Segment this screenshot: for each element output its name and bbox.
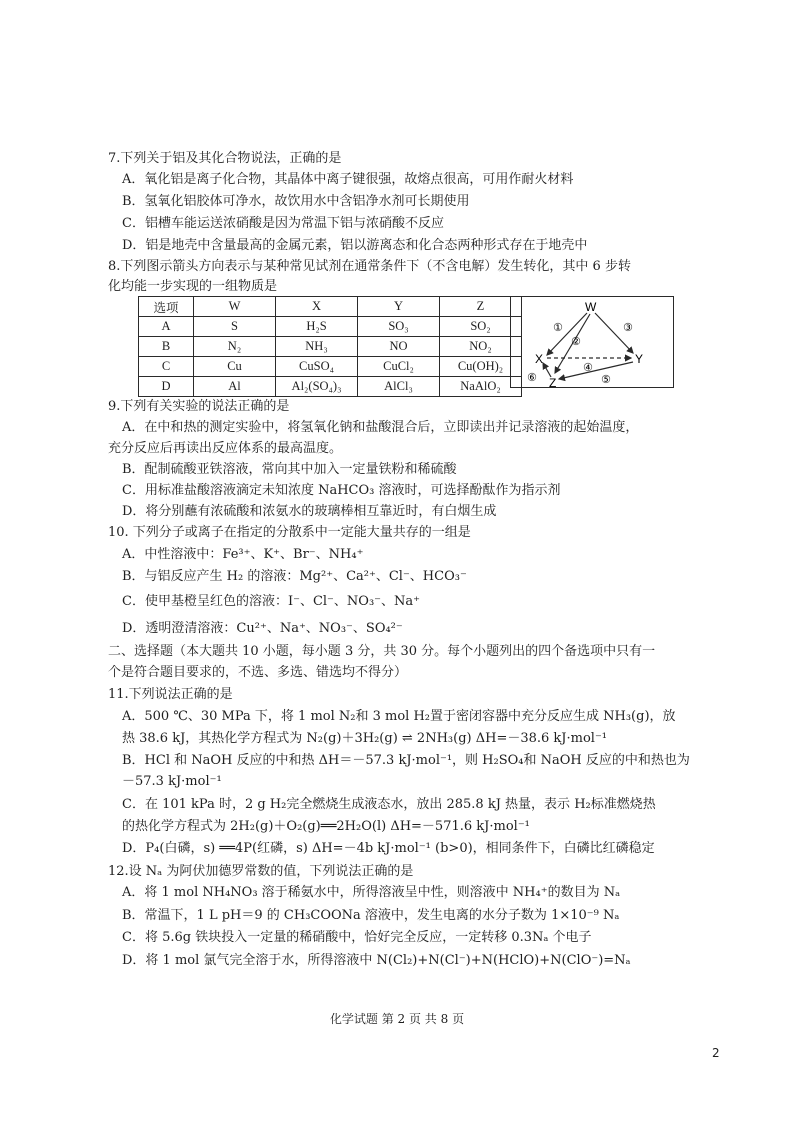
q10-option-c: C．使甲基橙呈红色的溶液：I⁻、Cl⁻、NO₃⁻、Na⁺ (122, 594, 421, 609)
q9-option-a-line1: A．在中和热的测定实验中，将氢氧化钠和盐酸混合后，立即读出并记录溶液的起始温度， (122, 420, 639, 435)
table-header-cell: Y (358, 297, 440, 317)
table-cell: SO₃ (358, 317, 440, 337)
table-cell: NH₃ (276, 337, 358, 357)
step-label-2: ② (571, 335, 581, 348)
q7-option-b: B．氢氧化铝胶体可净水，故饮用水中含铝净水剂可长期使用 (122, 194, 470, 209)
q10-option-a: A．中性溶液中：Fe³⁺、K⁺、Br⁻、NH₄⁺ (122, 547, 364, 562)
q8-table (138, 296, 522, 397)
q10-option-b: B．与铝反应产生 H₂ 的溶液：Mg²⁺、Ca²⁺、Cl⁻、HCO₃⁻ (122, 569, 467, 584)
arrow-w-x (547, 313, 587, 355)
table-cell: Cu (194, 357, 276, 377)
table-cell: SO₂ (440, 317, 522, 337)
step-label-5: ⑤ (601, 373, 611, 386)
table-cell: Cu(OH)₂ (440, 357, 522, 377)
table-cell: AlCl₃ (358, 377, 440, 397)
table-header-cell: W (194, 297, 276, 317)
conversion-arrows (511, 297, 675, 389)
arrow-y-z (559, 362, 633, 379)
table-cell: Al (194, 377, 276, 397)
q11-option-c-line2: 的热化学方程式为 2H₂(g)＋O₂(g)══2H₂O(l) ΔH=－571.6 kJ·mol⁻¹ (122, 819, 530, 834)
step-label-3: ③ (623, 321, 633, 334)
q7-stem: 7.下列关于铝及其化合物说法，正确的是 (108, 151, 342, 166)
table-cell: D (139, 377, 194, 397)
q8-conversion-diagram (510, 296, 674, 388)
q8-stem-line2: 化均能一步实现的一组物质是 (108, 279, 278, 294)
q9-stem: 9.下列有关实验的说法正确的是 (108, 399, 290, 414)
page-number: 2 (712, 1046, 720, 1060)
step-label-1: ① (553, 321, 563, 334)
q11-stem: 11.下列说法正确的是 (108, 687, 233, 702)
q12-option-d: D．将 1 mol 氯气完全溶于水，所得溶液中 N(Cl₂)+N(Cl⁻)+N(HClO)+N(ClO⁻)=Nₐ (122, 953, 631, 968)
table-cell: A (139, 317, 194, 337)
table-cell: CuCl₂ (358, 357, 440, 377)
table-cell: H₂S (276, 317, 358, 337)
q10-stem: 10. 下列分子或离子在指定的分散系中一定能大量共存的一组是 (108, 525, 471, 540)
table-row (139, 337, 522, 357)
section-heading-line2: 个是符合题目要求的，不选、多选、错选均不得分） (108, 665, 408, 680)
table-cell: S (194, 317, 276, 337)
q11-option-b-line2: －57.3 kJ·mol⁻¹ (122, 774, 222, 789)
q7-option-a: A．氧化铝是离子化合物，其晶体中离子键很强，故熔点很高，可用作耐火材料 (122, 172, 574, 187)
q9-option-d: D．将分别蘸有浓硫酸和浓氨水的玻璃棒相互靠近时，有白烟生成 (122, 504, 497, 519)
q12-stem: 12.设 Nₐ 为阿伏加德罗常数的值，下列说法正确的是 (108, 864, 414, 879)
q7-option-c: C．铝槽车能运送浓硝酸是因为常温下铝与浓硝酸不反应 (122, 216, 444, 231)
q9-option-b: B．配制硫酸亚铁溶液，常向其中加入一定量铁粉和稀硫酸 (122, 462, 457, 477)
table-cell: C (139, 357, 194, 377)
q10-option-d: D．透明澄清溶液：Cu²⁺、Na⁺、NO₃⁻、SO₄²⁻ (122, 621, 403, 636)
table-cell: N₂ (194, 337, 276, 357)
table-row (139, 377, 522, 397)
table-row (139, 317, 522, 337)
table-cell: NO₂ (440, 337, 522, 357)
q7-option-d: D．铝是地壳中含量最高的金属元素，铝以游离态和化合态两种形式存在于地壳中 (122, 238, 588, 253)
table-header-cell: 选项 (139, 297, 194, 317)
arrow-z-x (543, 363, 551, 377)
node-x: X (535, 352, 544, 366)
table-cell: Al₂(SO₄)₃ (276, 377, 358, 397)
table-cell: NaAlO₂ (440, 377, 522, 397)
step-label-6: ⑥ (527, 371, 537, 384)
page-footer: 化学试题 第 2 页 共 8 页 (329, 1012, 465, 1026)
q9-option-a-line2: 充分反应后再读出反应体系的最高温度。 (108, 441, 343, 456)
q11-option-a-line1: A．500 ℃、30 MPa 下，将 1 mol N₂和 3 mol H₂置于密闭容器中充分反应生成 NH₃(g)，放 (122, 709, 676, 724)
table-header-row (139, 297, 522, 317)
table-cell: NO (358, 337, 440, 357)
table-cell: B (139, 337, 194, 357)
q11-option-c-line1: C．在 101 kPa 时，2 g H₂完全燃烧生成液态水，放出 285.8 kJ 热量，表示 H₂标准燃烧热 (122, 797, 656, 812)
q11-option-b-line1: B．HCl 和 NaOH 反应的中和热 ΔH＝－57.3 kJ·mol⁻¹，则 H₂SO₄和 NaOH 反应的中和热也为 (122, 753, 690, 768)
node-w: W (585, 300, 597, 314)
table-header-cell: X (276, 297, 358, 317)
q12-option-b: B．常温下，1 L pH＝9 的 CH₃COONa 溶液中，发生电离的水分子数为 1×10⁻⁹ Nₐ (122, 908, 620, 923)
q11-option-a-line2: 热 38.6 kJ，其热化学方程式为 N₂(g)＋3H₂(g) ⇌ 2NH₃(g) ΔH=－38.6 kJ·mol⁻¹ (122, 731, 608, 746)
section-heading-line1: 二、选择题（本大题共 10 小题，每小题 3 分，共 30 分。每个小题列出的四个备选项中只有一 (108, 644, 656, 659)
q12-option-c: C．将 5.6g 铁块投入一定量的稀硝酸中，恰好完全反应，一定转移 0.3Nₐ 个电子 (122, 930, 592, 945)
q11-option-d: D．P₄(白磷，s) ══4P(红磷，s) ΔH=－4b kJ·mol⁻¹ (b>0)，相同条件下，白磷比红磷稳定 (122, 841, 655, 856)
node-y: Y (635, 352, 644, 366)
q9-option-c: C．用标准盐酸溶液滴定未知浓度 NaHCO₃ 溶液时，可选择酚酞作为指示剂 (122, 483, 561, 498)
table-cell: CuSO₄ (276, 357, 358, 377)
q8-stem-line1: 8.下列图示箭头方向表示与某种常见试剂在通常条件下（不含电解）发生转化，其中 6 步转 (108, 259, 631, 274)
table-row (139, 357, 522, 377)
q12-option-a: A．将 1 mol NH₄NO₃ 溶于稀氨水中，所得溶液呈中性，则溶液中 NH₄⁺的数目为 Nₐ (122, 885, 621, 900)
table-header-cell: Z (440, 297, 522, 317)
node-z: Z (549, 376, 557, 389)
step-label-4: ④ (583, 361, 593, 374)
